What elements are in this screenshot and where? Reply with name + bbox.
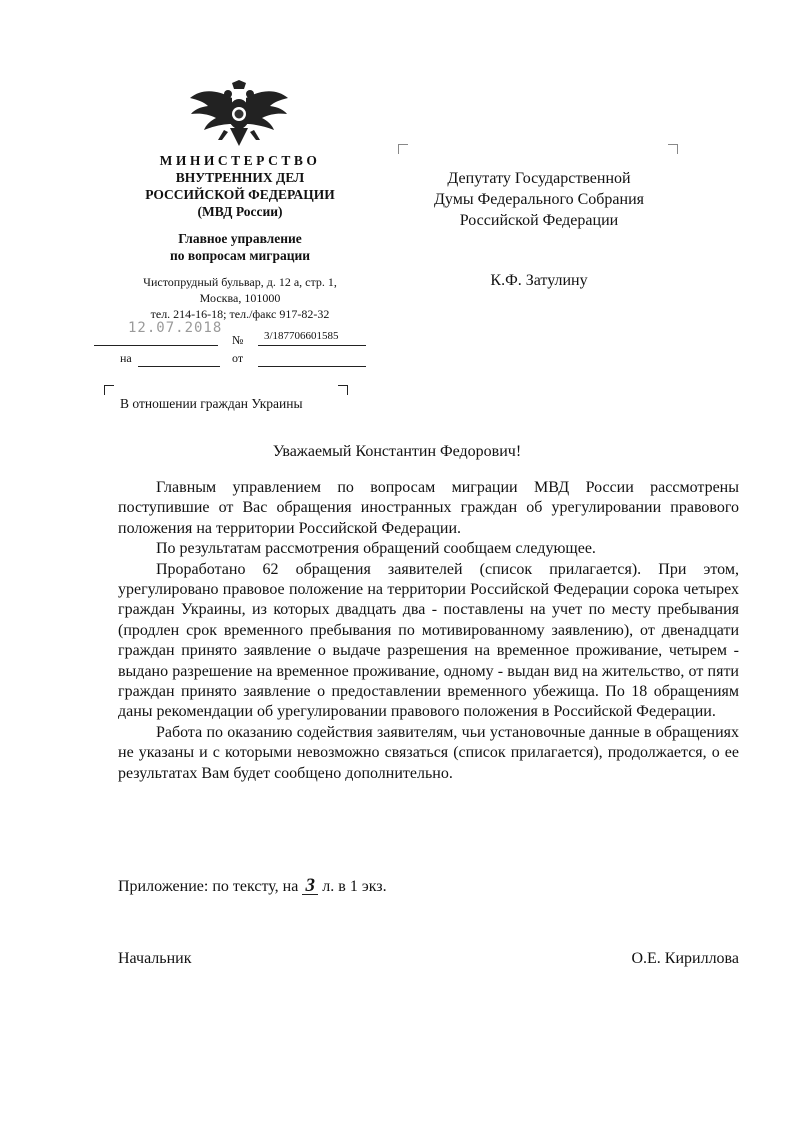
addressee-line-1: Депутату Государственной	[447, 170, 631, 187]
appendix-prefix: Приложение: по тексту, на	[118, 878, 299, 895]
body-paragraph-1: Главным управлением по вопросам миграции МВД России рассмотрены поступившие от Вас обращения иностранных граждан об урегулировании правового положения на территории Российской Федерации.	[118, 479, 739, 537]
number-line	[258, 345, 366, 346]
addressee-corner-right	[668, 144, 678, 154]
phone-line: тел. 214-16-18; тел./факс 917-82-32	[150, 307, 330, 321]
sender-address	[80, 274, 400, 322]
body-paragraph-3: Проработано 62 обращения заявителей (список прилагается). При этом, урегулировано правовое положение на территории Российской Федерации сорока четырех граждан Украины, из которых двадцать два - поставлены на учет по месту пребывания (продлен срок временного пребывания по мотивированному заявлению), от двенадцати граждан принято заявление о выдаче разрешения на временное проживание, четырем - выдано разрешение на временное проживание, одному - выдан вид на жительство, от пяти граждан принято заявление о предоставлении временного убежища. По 18 обращениям даны рекомендации об урегулировании правового положения в Российской Федерации.	[118, 560, 739, 721]
addressee-block	[404, 168, 674, 231]
ministry-name	[80, 152, 400, 220]
appendix-line	[118, 875, 387, 896]
from-line	[258, 366, 366, 367]
department-line-2: по вопросам миграции	[169, 248, 311, 263]
ref-label: на	[120, 351, 132, 365]
body-paragraph-4: Работа по оказанию содействия заявителям, чьи установочные данные в обращениях не указаны и с которыми невозможно связаться (список прилагается), продолжается, о ее результатах Вам будет сообщено дополнительно.	[118, 723, 739, 782]
sender-block	[80, 152, 400, 322]
corner-mark-right	[338, 385, 348, 395]
ref-line	[138, 366, 220, 367]
appendix-page-count: 3	[302, 878, 318, 895]
address-line-2: Москва, 101000	[199, 291, 281, 305]
ministry-line-2: ВНУТРЕННИХ ДЕЛ	[175, 170, 305, 185]
appendix-suffix: л. в 1 экз.	[322, 878, 387, 895]
addressee-line-3: Российской Федерации	[459, 212, 619, 229]
body-paragraph-2: По результатам рассмотрения обращений сообщаем следующее.	[156, 540, 596, 558]
from-label: от	[232, 351, 244, 365]
ministry-short-name: (МВД России)	[197, 204, 283, 219]
outgoing-number: 3/187706601585	[264, 330, 339, 342]
ministry-line-3: РОССИЙСКОЙ ФЕДЕРАЦИИ	[145, 187, 335, 202]
date-stamp: 12.07.2018	[128, 320, 223, 336]
department-name	[80, 230, 400, 264]
signatory-name: О.Е. Кириллова	[631, 950, 739, 967]
signatory-title: Начальник	[118, 950, 192, 967]
letter-topic: В отношении граждан Украины	[120, 396, 303, 411]
address-line-1: Чистопрудный бульвар, д. 12 а, стр. 1,	[143, 275, 337, 289]
number-label: №	[232, 333, 244, 347]
addressee-name: К.Ф. Затулину	[490, 272, 588, 289]
addressee-corner-left	[398, 144, 408, 154]
letter-body	[118, 478, 739, 784]
addressee-line-2: Думы Федерального Собрания	[434, 191, 644, 208]
corner-mark-left	[104, 385, 114, 395]
salutation: Уважаемый Константин Федорович!	[272, 443, 522, 460]
mvd-emblem-icon	[188, 80, 290, 154]
department-line-1: Главное управление	[178, 231, 302, 246]
date-line	[94, 345, 218, 346]
ministry-line-1: МИНИСТЕРСТВО	[159, 153, 321, 168]
